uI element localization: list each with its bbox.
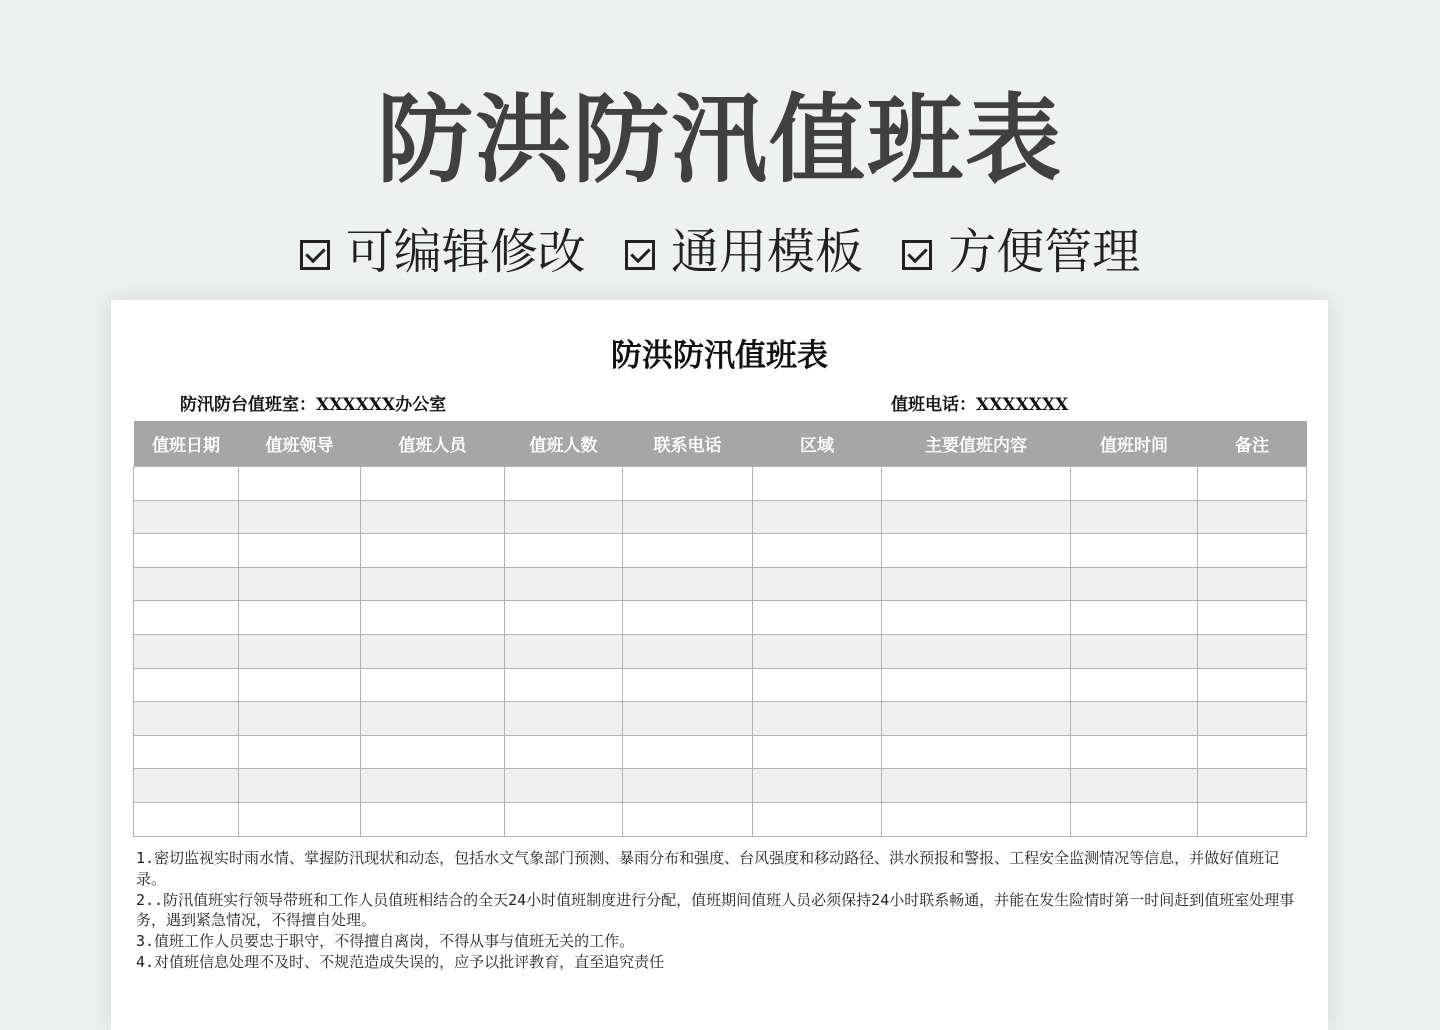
table-cell[interactable] xyxy=(753,567,882,601)
table-cell[interactable] xyxy=(134,567,239,601)
table-cell[interactable] xyxy=(882,500,1071,534)
note-item: 2..防汛值班实行领导带班和工作人员值班相结合的全天24小时值班制度进行分配，值班期间值班人员必须保持24小时联系畅通，并能在发生险情时第一时间赶到值班室处理事务，遇到紧急情况，不得擅自处理。 xyxy=(136,890,1295,930)
table-cell[interactable] xyxy=(134,802,239,836)
table-cell[interactable] xyxy=(623,634,753,668)
table-cell[interactable] xyxy=(1198,534,1307,568)
table-cell[interactable] xyxy=(505,735,623,769)
table-row xyxy=(134,601,1307,635)
table-cell[interactable] xyxy=(134,702,239,736)
table-row xyxy=(134,500,1307,534)
table-cell[interactable] xyxy=(361,769,505,803)
table-cell[interactable] xyxy=(753,634,882,668)
table-cell[interactable] xyxy=(882,534,1071,568)
table-cell[interactable] xyxy=(882,467,1071,501)
table-cell[interactable] xyxy=(134,500,239,534)
table-cell[interactable] xyxy=(882,735,1071,769)
table-cell[interactable] xyxy=(753,467,882,501)
table-row xyxy=(134,802,1307,836)
table-cell[interactable] xyxy=(623,500,753,534)
table-row xyxy=(134,702,1307,736)
table-cell[interactable] xyxy=(1071,634,1198,668)
duty-sheet xyxy=(111,300,1328,1030)
note-item: 1.密切监视实时雨水情、掌握防汛现状和动态，包括水文气象部门预测、暴雨分布和强度、台风强度和移动路径、洪水预报和警报、工程安全监测情况等信息，并做好值班记录。 xyxy=(136,849,1280,888)
table-cell[interactable] xyxy=(361,735,505,769)
column-header: 值班领导 xyxy=(239,421,361,467)
sheet-title: 防洪防汛值班表 xyxy=(611,338,828,374)
column-header: 联系电话 xyxy=(623,421,753,467)
feature-item xyxy=(300,222,586,282)
table-row xyxy=(134,534,1307,568)
table-cell[interactable] xyxy=(134,534,239,568)
table-cell[interactable] xyxy=(134,467,239,501)
table-cell[interactable] xyxy=(753,601,882,635)
column-header: 备注 xyxy=(1198,421,1307,467)
table-cell[interactable] xyxy=(623,668,753,702)
column-header: 值班时间 xyxy=(1071,421,1198,467)
table-cell[interactable] xyxy=(1198,702,1307,736)
table-cell[interactable] xyxy=(753,702,882,736)
table-cell[interactable] xyxy=(361,601,505,635)
table-cell[interactable] xyxy=(361,702,505,736)
table-cell[interactable] xyxy=(1071,735,1198,769)
table-row xyxy=(134,634,1307,668)
table-cell[interactable] xyxy=(505,668,623,702)
phone-label: 值班电话：XXXXXXX xyxy=(891,395,1069,415)
table-cell[interactable] xyxy=(361,668,505,702)
table-cell[interactable] xyxy=(1198,634,1307,668)
table-cell[interactable] xyxy=(623,769,753,803)
column-header: 值班人员 xyxy=(361,421,505,467)
feature-list xyxy=(0,222,1440,282)
column-header: 值班人数 xyxy=(505,421,623,467)
table-cell[interactable] xyxy=(361,802,505,836)
table-row xyxy=(134,769,1307,803)
table-cell[interactable] xyxy=(623,467,753,501)
table-cell[interactable] xyxy=(882,802,1071,836)
table-cell[interactable] xyxy=(753,500,882,534)
notes-section xyxy=(136,848,1306,973)
table-cell[interactable] xyxy=(505,634,623,668)
table-cell[interactable] xyxy=(505,534,623,568)
office-label: 防汛防台值班室：XXXXXX办公室 xyxy=(180,395,447,415)
table-cell[interactable] xyxy=(882,769,1071,803)
table-cell[interactable] xyxy=(882,634,1071,668)
table-cell[interactable] xyxy=(882,702,1071,736)
feature-item xyxy=(625,222,863,282)
table-cell[interactable] xyxy=(239,802,361,836)
table-cell[interactable] xyxy=(1071,769,1198,803)
table-cell[interactable] xyxy=(1198,802,1307,836)
table-row xyxy=(134,567,1307,601)
table-cell[interactable] xyxy=(505,802,623,836)
table-cell[interactable] xyxy=(1198,735,1307,769)
table-cell[interactable] xyxy=(1071,500,1198,534)
table-cell[interactable] xyxy=(239,601,361,635)
duty-table xyxy=(133,421,1307,837)
checkbox-icon xyxy=(902,240,932,270)
table-cell[interactable] xyxy=(623,702,753,736)
table-cell[interactable] xyxy=(623,601,753,635)
table-cell[interactable] xyxy=(1071,668,1198,702)
table-row xyxy=(134,735,1307,769)
table-cell[interactable] xyxy=(882,668,1071,702)
table-cell[interactable] xyxy=(882,601,1071,635)
feature-label: 可编辑修改 xyxy=(345,224,586,280)
table-cell[interactable] xyxy=(1198,467,1307,501)
table-cell[interactable] xyxy=(505,567,623,601)
table-cell[interactable] xyxy=(1071,567,1198,601)
table-cell[interactable] xyxy=(239,668,361,702)
note-item: 4.对值班信息处理不及时、不规范造成失误的，应予以批评教育，直至追究责任 xyxy=(136,952,665,971)
table-cell[interactable] xyxy=(239,769,361,803)
table-row xyxy=(134,467,1307,501)
table-cell[interactable] xyxy=(1071,601,1198,635)
table-cell[interactable] xyxy=(505,601,623,635)
table-cell[interactable] xyxy=(239,534,361,568)
table-cell[interactable] xyxy=(239,634,361,668)
table-cell[interactable] xyxy=(134,601,239,635)
table-cell[interactable] xyxy=(361,567,505,601)
feature-item xyxy=(902,222,1140,282)
checkbox-icon xyxy=(300,240,330,270)
feature-label: 方便管理 xyxy=(948,224,1141,280)
header-row xyxy=(134,421,1307,467)
table-cell[interactable] xyxy=(134,735,239,769)
table-cell[interactable] xyxy=(1071,702,1198,736)
column-header: 区域 xyxy=(753,421,882,467)
table-cell[interactable] xyxy=(505,702,623,736)
table-cell[interactable] xyxy=(882,567,1071,601)
table-cell[interactable] xyxy=(134,668,239,702)
checkbox-icon xyxy=(625,240,655,270)
table-cell[interactable] xyxy=(239,467,361,501)
table-cell[interactable] xyxy=(623,534,753,568)
table-row xyxy=(134,668,1307,702)
table-cell[interactable] xyxy=(1198,769,1307,803)
table-cell[interactable] xyxy=(623,802,753,836)
table-cell[interactable] xyxy=(239,567,361,601)
table-cell[interactable] xyxy=(239,500,361,534)
table-cell[interactable] xyxy=(505,467,623,501)
table-cell[interactable] xyxy=(623,735,753,769)
table-cell[interactable] xyxy=(361,534,505,568)
column-header: 值班日期 xyxy=(134,421,239,467)
table-cell[interactable] xyxy=(361,500,505,534)
table-cell[interactable] xyxy=(134,634,239,668)
table-cell[interactable] xyxy=(753,668,882,702)
table-cell[interactable] xyxy=(361,467,505,501)
table-cell[interactable] xyxy=(361,634,505,668)
table-cell[interactable] xyxy=(753,735,882,769)
table-cell[interactable] xyxy=(505,500,623,534)
table-cell[interactable] xyxy=(1198,567,1307,601)
table-cell[interactable] xyxy=(1071,802,1198,836)
table-cell[interactable] xyxy=(753,802,882,836)
table-cell[interactable] xyxy=(134,769,239,803)
column-header: 主要值班内容 xyxy=(882,421,1071,467)
table-cell[interactable] xyxy=(1071,534,1198,568)
table-cell[interactable] xyxy=(623,567,753,601)
table-cell[interactable] xyxy=(505,769,623,803)
feature-label: 通用模板 xyxy=(670,224,863,280)
table-cell[interactable] xyxy=(753,534,882,568)
table-cell[interactable] xyxy=(1071,467,1198,501)
table-cell[interactable] xyxy=(1198,668,1307,702)
table-cell[interactable] xyxy=(753,769,882,803)
table-cell[interactable] xyxy=(1198,500,1307,534)
duty-table-wrapper xyxy=(133,421,1306,837)
table-cell[interactable] xyxy=(1198,601,1307,635)
table-cell[interactable] xyxy=(239,702,361,736)
table-cell[interactable] xyxy=(239,735,361,769)
banner-title: 防洪防汛值班表 xyxy=(377,84,1063,196)
note-item: 3.值班工作人员要忠于职守，不得擅自离岗，不得从事与值班无关的工作。 xyxy=(136,932,635,951)
table-body xyxy=(134,467,1307,837)
